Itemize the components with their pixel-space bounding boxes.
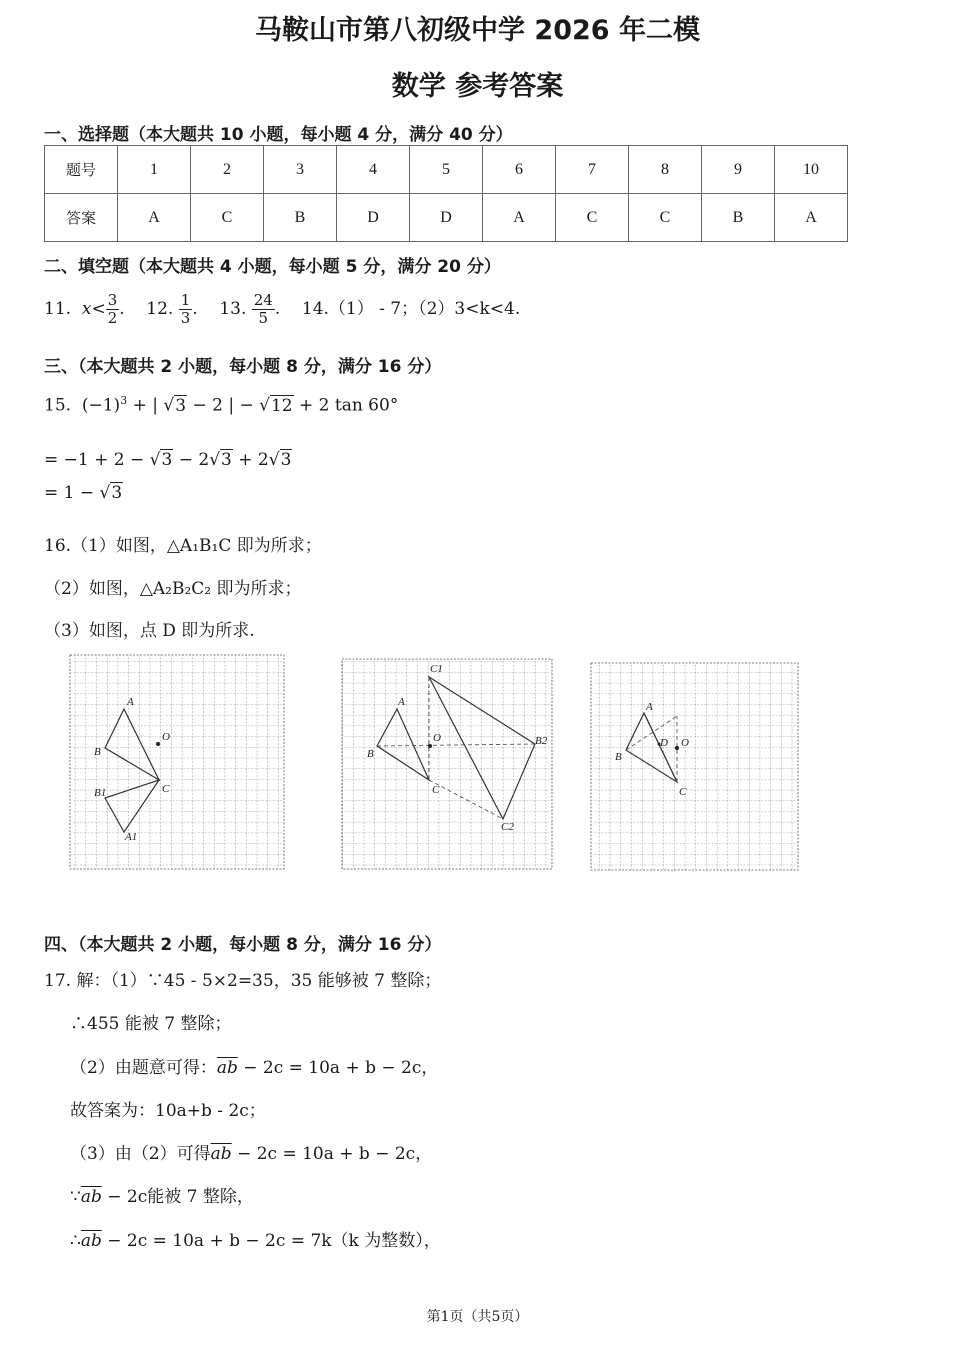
text-part: ∴ <box>70 1231 81 1251</box>
q14-answer: 14.（1） - 7；（2）3<k<4. <box>301 299 521 319</box>
figure-2 <box>342 659 552 869</box>
question-number: 4 <box>337 146 410 194</box>
answer-cell: D <box>337 194 410 242</box>
denominator: 5 <box>258 309 269 327</box>
answer-cell: B <box>702 194 775 242</box>
q13-fraction <box>252 292 275 327</box>
page-title: 马鞍山市第八初级中学 2026 年二模 <box>255 15 700 46</box>
text-part: − 2c = 10a + b − 2c = 7k（k 为整数）， <box>101 1231 441 1251</box>
denominator: 2 <box>107 309 118 327</box>
radicand: 12 <box>270 395 293 416</box>
label-c: C <box>162 783 170 795</box>
fill-in-answers: 11. x< $\frac{3}{2}$ . 12. $\frac{1}{3}$ . 13. $\frac{24}{5}$ . 14.（1） - 7；（2）3<k<4. <box>44 291 521 327</box>
q15-expression: 15. $(-1)^3$ + | √3 − 2 | − √12 + 2 tan 60° <box>44 394 399 416</box>
question-number: 2 <box>191 146 264 194</box>
label-a: A <box>398 696 405 708</box>
q16-part1: 16.（1）如图，△A₁B₁C 即为所求； <box>44 536 322 556</box>
expr-part: + 2 tan 60° <box>293 395 399 416</box>
label-d: D <box>660 737 668 749</box>
section-3-heading: 三、（本大题共 2 小题，每小题 8 分，满分 16 分） <box>44 357 442 377</box>
question-number: 7 <box>556 146 629 194</box>
q17-part3 <box>70 1139 432 1164</box>
label-a1: A1 <box>125 831 138 843</box>
label-c: C <box>679 786 687 798</box>
answer-cell: D <box>410 194 483 242</box>
table-header-cell: 答案 <box>45 194 118 242</box>
answer-table <box>44 145 848 242</box>
question-number: 5 <box>410 146 483 194</box>
label-c: C <box>432 784 440 796</box>
table-row <box>45 194 848 242</box>
page-footer: 第1页（共5页） <box>426 1309 529 1325</box>
q17-conclusion1: ∴455 能被 7 整除； <box>70 1014 232 1034</box>
label-c1: C1 <box>430 663 443 675</box>
text-part: − 2c能被 7 整除， <box>101 1187 254 1207</box>
q16-part3: （3）如图，点 D 即为所求. <box>44 621 255 641</box>
question-number: 6 <box>483 146 556 194</box>
question-number: 3 <box>264 146 337 194</box>
radicand: 3 <box>175 395 187 416</box>
denominator: 3 <box>180 309 191 327</box>
answer-cell: C <box>556 194 629 242</box>
answer-cell: A <box>775 194 848 242</box>
text-part: − 2c = 10a + b − 2c， <box>237 1058 439 1078</box>
answer-cell: C <box>629 194 702 242</box>
expr-part: − 2 <box>173 450 210 470</box>
overline-ab: $\overline{ab}$ <box>210 1144 232 1164</box>
label-b1: B1 <box>94 787 107 799</box>
label-o: O <box>681 737 689 749</box>
text-part: （2）由题意可得： <box>70 1058 217 1078</box>
expr-part: = −1 + 2 − <box>44 450 150 470</box>
q12-label: 12. <box>146 299 174 319</box>
question-number: 9 <box>702 146 775 194</box>
answer-cell: A <box>118 194 191 242</box>
numerator: 3 <box>107 291 118 309</box>
answer-cell: B <box>264 194 337 242</box>
radicand: 3 <box>221 450 232 470</box>
q17-therefore <box>70 1226 441 1251</box>
q15-step1: = −1 + 2 − √3 − 2√3 + 2√3 <box>44 450 292 470</box>
q15-label: 15. <box>44 395 72 416</box>
radicand: 3 <box>161 450 173 470</box>
table-header-cell: 题号 <box>45 146 118 194</box>
label-a: A <box>127 696 134 708</box>
q13-label: 13. <box>219 299 247 319</box>
section-2-heading: 二、填空题（本大题共 4 小题，每小题 5 分，满分 20 分） <box>44 257 501 277</box>
label-b: B <box>367 748 374 760</box>
q17-because <box>70 1182 254 1207</box>
page-subtitle: 数学 参考答案 <box>391 71 564 102</box>
label-o: O <box>433 732 441 744</box>
expr-part: − 2 | − <box>187 395 260 416</box>
expr-part: + | <box>127 395 164 416</box>
section-4-heading: 四、（本大题共 2 小题，每小题 8 分，满分 16 分） <box>44 935 442 955</box>
label-c2: C2 <box>501 821 514 833</box>
table-row <box>45 146 848 194</box>
overline-ab: $\overline{ab}$ <box>216 1058 238 1078</box>
expr-part: (−1) <box>81 395 121 416</box>
label-a: A <box>646 701 653 713</box>
question-number: 10 <box>775 146 848 194</box>
overline-ab: $\overline{ab}$ <box>80 1187 102 1207</box>
q12-fraction <box>179 292 193 327</box>
expr-part: = 1 − <box>44 483 100 503</box>
q16-part2: （2）如图，△A₂B₂C₂ 即为所求； <box>44 579 302 599</box>
text-part: − 2c = 10a + b − 2c， <box>231 1144 433 1164</box>
figure-3 <box>591 663 798 870</box>
q17-answer2: 故答案为：10a+b - 2c； <box>70 1101 266 1121</box>
label-b2: B2 <box>535 735 548 747</box>
exponent: 3 <box>120 394 128 407</box>
expr-part: + 2 <box>232 450 269 470</box>
q17-part2 <box>70 1053 438 1078</box>
numerator: 1 <box>180 291 191 309</box>
question-number: 8 <box>629 146 702 194</box>
text-part: （3）由（2）可得 <box>70 1144 211 1164</box>
label-b: B <box>615 751 622 763</box>
label-b: B <box>94 746 101 758</box>
q15-step2: = 1 − √3 <box>44 483 123 503</box>
numerator: 24 <box>253 291 273 309</box>
radicand: 3 <box>280 450 292 470</box>
figure-1 <box>70 655 284 869</box>
label-o: O <box>162 731 170 743</box>
answer-cell: C <box>191 194 264 242</box>
q11-var: x <box>81 299 92 319</box>
q11-rel: < <box>91 299 106 319</box>
radicand: 3 <box>111 483 123 503</box>
q11-label: 11. <box>44 299 72 319</box>
answer-cell: A <box>483 194 556 242</box>
section-1-heading: 一、选择题（本大题共 10 小题，每小题 4 分，满分 40 分） <box>44 125 513 145</box>
grid-figures <box>0 640 955 880</box>
q17-part1: 17. 解：（1）∵45 - 5×2=35，35 能够被 7 整除； <box>44 971 442 991</box>
overline-ab: $\overline{ab}$ <box>80 1231 102 1251</box>
q11-fraction <box>106 292 120 327</box>
question-number: 1 <box>118 146 191 194</box>
text-part: ∵ <box>70 1187 81 1207</box>
